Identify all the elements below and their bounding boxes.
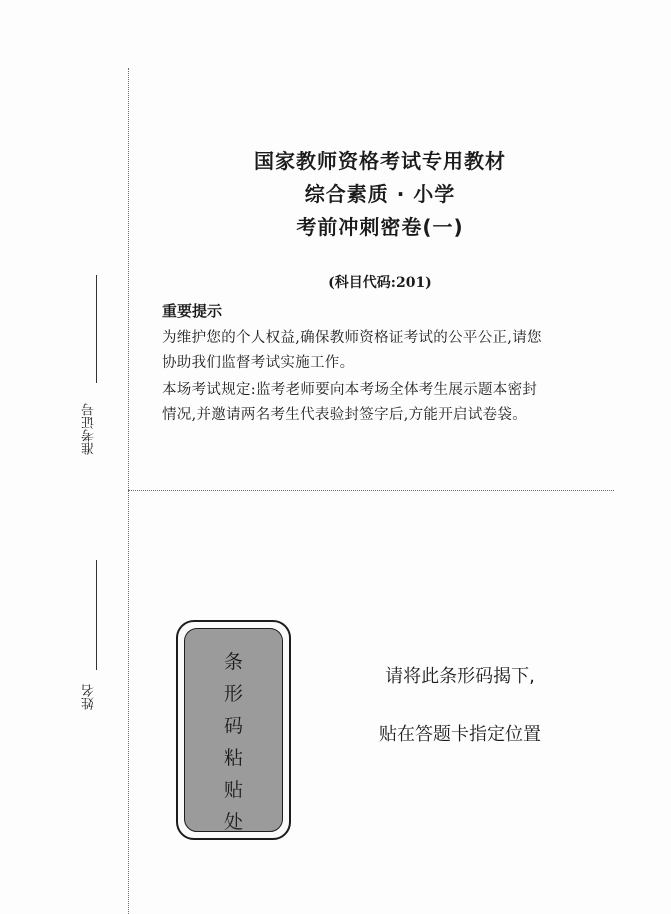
notice-paragraph-2-line-1: 本场考试规定:监考老师要向本考场全体考生展示题本密封	[162, 382, 538, 398]
notice-paragraph-1-line-2: 协助我们监督考试实施工作。	[162, 355, 355, 371]
vertical-dotted-fold-line	[128, 68, 129, 914]
subject-code: (科目代码:201)	[328, 275, 432, 291]
title-line-2: 综合素质 · 小学	[304, 182, 456, 206]
horizontal-dotted-fold-line	[128, 490, 614, 491]
notice-paragraph-2-line-2: 情况,并邀请两名考生代表验封签字后,方能开启试卷袋。	[162, 407, 528, 423]
name-fill-line	[96, 560, 97, 670]
notice-paragraph-1-line-1: 为维护您的个人权益,确保教师资格证考试的公平公正,请您	[162, 330, 542, 346]
barcode-char-3: 码	[223, 715, 243, 737]
barcode-instruction-line-1: 请将此条形码揭下,	[385, 666, 535, 687]
barcode-char-2: 形	[223, 683, 243, 705]
title-line-3: 考前冲刺密卷(一)	[296, 215, 464, 239]
exam-id-label: 准考证号	[82, 403, 97, 455]
barcode-char-6: 处	[223, 811, 243, 833]
name-label: 姓名	[82, 684, 97, 710]
title-line-1: 国家教师资格考试专用教材	[254, 149, 506, 173]
barcode-char-1: 条	[223, 651, 243, 673]
exam-id-fill-line	[96, 275, 97, 383]
notice-paragraph-2	[162, 378, 602, 428]
barcode-paste-area[interactable]	[176, 620, 291, 840]
barcode-char-4: 粘	[223, 747, 243, 769]
barcode-instruction-line-2: 贴在答题卡指定位置	[379, 724, 541, 745]
barcode-char-5: 贴	[223, 779, 243, 801]
barcode-paste-area-inner	[184, 628, 283, 832]
notice-paragraph-1	[162, 326, 602, 376]
notice-heading: 重要提示	[162, 302, 223, 320]
